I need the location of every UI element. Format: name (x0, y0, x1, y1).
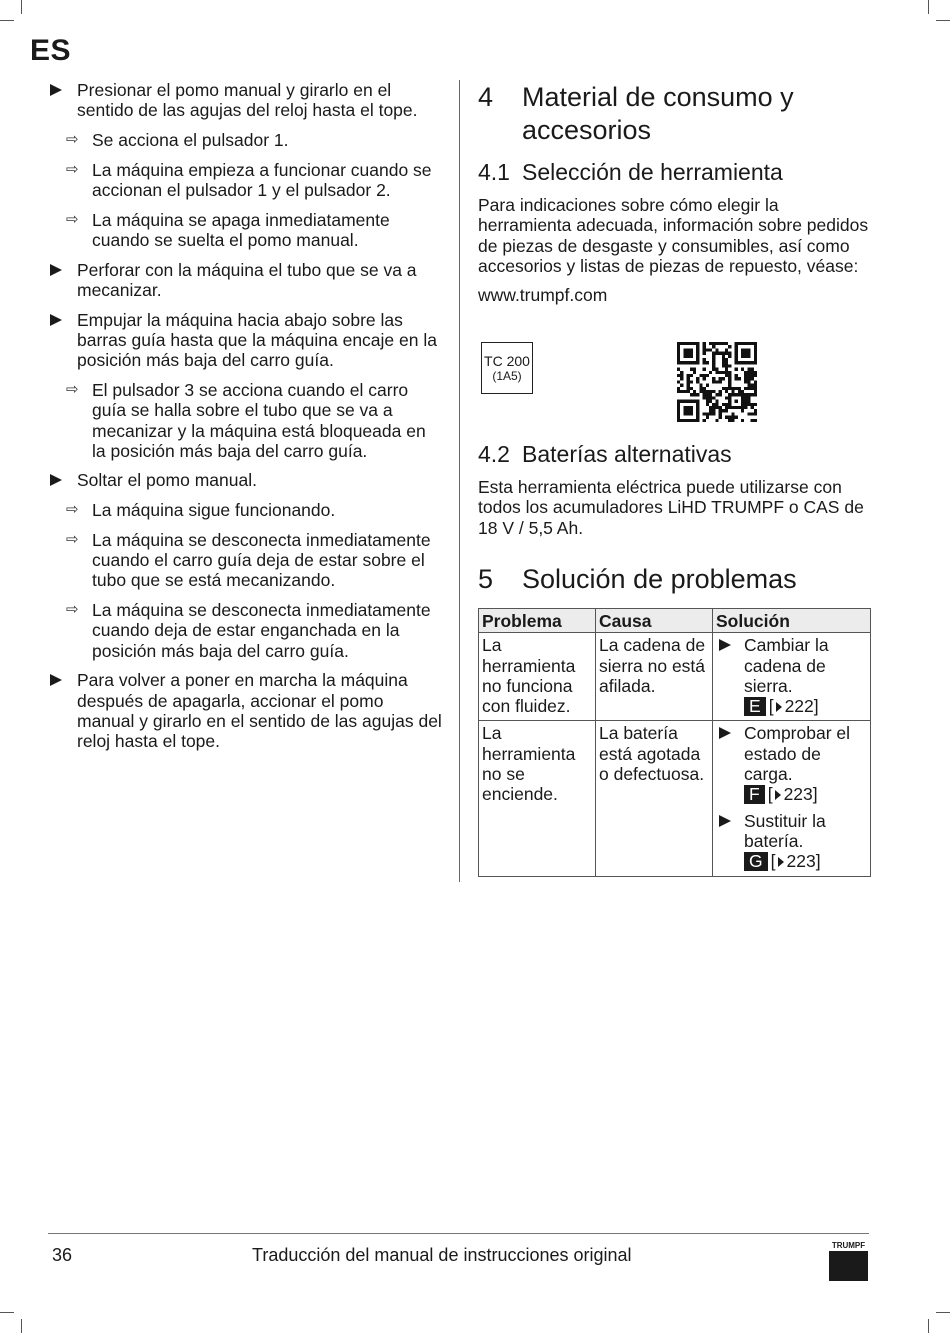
instruction-step: Empujar la máquina hacia abajo sobre las barras guía hasta que la máquina encaje en la posición más baja del carro guía. (48, 310, 443, 371)
instruction-result: ⇨ La máquina se desconecta inmediatamente cuando deja de estar enganchada en la posición más baja del carro guía. (66, 600, 431, 661)
troubleshooting-table (478, 608, 871, 877)
website-link[interactable]: www.trumpf.com (478, 285, 608, 306)
reference-arrow-icon (778, 857, 784, 867)
result-arrow-icon: ⇨ (66, 530, 79, 548)
battery-text: Esta herramienta eléctrica puede utilizarse con todos los acumuladores LiHD TRUMPF o CAS de 18 V / 5,5 Ah. (478, 477, 864, 538)
right-column (478, 80, 873, 305)
column-header: Causa (596, 609, 713, 633)
result-arrow-icon: ⇨ (66, 380, 79, 398)
step-arrow-icon (50, 314, 62, 326)
instruction-result: ⇨ La máquina sigue funcionando. (66, 500, 336, 521)
step-arrow-icon (719, 639, 731, 651)
table-row (479, 633, 871, 721)
section-heading-5: 5 Solución de problemas (478, 564, 797, 594)
trumpf-logo (829, 1241, 868, 1281)
step-arrow-icon (50, 264, 62, 276)
page-reference[interactable]: [ 223] (770, 851, 821, 872)
step-arrow-icon (719, 815, 731, 827)
solution-cell (713, 721, 871, 876)
logo-block (829, 1251, 868, 1281)
footer-title: Traducción del manual de instrucciones original (252, 1245, 632, 1265)
problem-cell: La herramienta no se enciende. (479, 721, 596, 876)
subsection-heading-4-2: 4.2 Baterías alternativas (478, 441, 732, 467)
reference-arrow-icon (776, 702, 782, 712)
footer-rule (48, 1233, 869, 1234)
column-header: Problema (479, 609, 596, 633)
instruction-result: ⇨ Se acciona el pulsador 1. (66, 129, 289, 150)
crop-mark (936, 1312, 950, 1313)
step-arrow-icon (719, 727, 731, 739)
instruction-step: Soltar el pomo manual. (48, 470, 443, 490)
tool-selection-text: Para indicaciones sobre cómo elegir la herramienta adecuada, información sobre pedidos de piezas de desgaste y consumibles, así como accesorios y listas de piezas de repuesto, véase: (478, 195, 869, 276)
subsection-heading-4-1: 4.1 Selección de herramienta (478, 159, 783, 185)
instruction-result: ⇨ La máquina se desconecta inmediatamente cuando el carro guía deja de estar sobre el tubo que se está mecanizando. (66, 529, 431, 591)
result-arrow-icon: ⇨ (66, 160, 79, 178)
reference-arrow-icon (775, 790, 781, 800)
step-arrow-icon (50, 674, 62, 686)
column-header: Solución (713, 609, 871, 633)
crop-mark (0, 1312, 14, 1313)
crop-mark (936, 20, 950, 21)
instruction-result: ⇨ El pulsador 3 se acciona cuando el carro guía se halla sobre el tubo que se va a mecanizar y la máquina está bloqueada en la posición más baja del carro guía. (66, 379, 426, 461)
solution-item: Sustituir la batería. G [ 223] (716, 811, 867, 872)
page-number: 36 (52, 1245, 73, 1265)
troubleshooting-section (478, 563, 873, 596)
result-arrow-icon: ⇨ (66, 210, 79, 228)
solution-item: Comprobar el estado de carga. F [ 223] (716, 723, 867, 804)
section-heading-4: 4 Material de consumo y accesorios (478, 82, 794, 145)
table-row (479, 721, 871, 876)
result-arrow-icon: ⇨ (66, 501, 79, 519)
cause-cell: La batería está agotada o defectuosa. (596, 721, 713, 876)
instruction-result: ⇨ La máquina empieza a funcionar cuando se accionan el pulsador 1 y el pulsador 2. (66, 159, 432, 200)
figure-badge: G (744, 852, 768, 871)
step-arrow-icon (50, 84, 62, 96)
qr-code-icon[interactable] (677, 342, 757, 422)
crop-mark (928, 1319, 929, 1333)
figure-badge: E (744, 697, 766, 716)
product-code-box: TC 200 (1A5) (481, 342, 533, 394)
figure-badge: F (744, 785, 765, 804)
result-arrow-icon: ⇨ (66, 601, 79, 619)
crop-mark (928, 0, 929, 14)
page-reference[interactable]: [ 222] (768, 696, 819, 717)
result-arrow-icon: ⇨ (66, 130, 79, 148)
crop-mark (21, 0, 22, 14)
instruction-step: Para volver a poner en marcha la máquina después de apagarla, accionar el pomo manual y girarlo en el sentido de las agujas del reloj hasta el tope. (48, 670, 443, 751)
crop-mark (21, 1319, 22, 1333)
page-reference[interactable]: [ 223] (767, 784, 818, 805)
table-header-row (479, 609, 871, 633)
crop-mark (0, 20, 14, 21)
cause-cell: La cadena de sierra no está afilada. (596, 633, 713, 721)
language-code: ES (30, 34, 72, 67)
logo-text: TRUMPF (831, 1241, 866, 1250)
step-arrow-icon (50, 474, 62, 486)
solution-item: Cambiar la cadena de sierra. E [ 222] (716, 635, 867, 716)
instruction-step: Presionar el pomo manual y girarlo en el sentido de las agujas del reloj hasta el tope. (48, 80, 443, 121)
column-divider (459, 80, 460, 882)
battery-section (478, 440, 873, 538)
instruction-result: ⇨ La máquina se apaga inmediatamente cuando se suelta el pomo manual. (66, 209, 390, 250)
problem-cell: La herramienta no funciona con fluidez. (479, 633, 596, 721)
instruction-step: Perforar con la máquina el tubo que se va a mecanizar. (48, 260, 443, 301)
solution-cell (713, 633, 871, 721)
left-column (48, 80, 443, 761)
